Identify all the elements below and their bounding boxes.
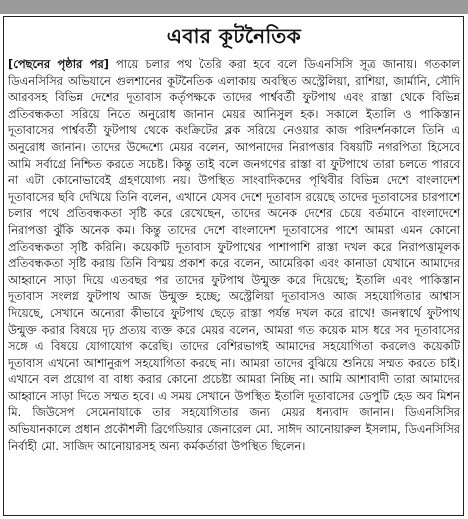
scan-top-bar xyxy=(0,0,468,14)
article-body-text: পায়ে চলার পথ তৈরি করা হবে বলে ডিএনসিসি সূত্র জানায়। গতকাল ডিএনসিসির অভিযানে গুলশানের কূটনৈতিক এলাকায় অবস্থিত অস্ট্রেলিয়া, রাশিয়া, জার্মানি, সৌদি আরবসহ বিভিন্ন দেশের দূতাবাস কর্তৃপক্ষকে তাদের পার্শ্ববর্তী ফুটপাথ এবং রাস্তা থেকে বিভিন্ন প্রতিবন্ধকতা সরিয়ে নিতে অনুরোধ জানান মেয়র আনিসুল হক। সকালে ইতালি ও পাকিস্তান দূতাবাসের পার্শ্ববর্তী ফুটপাথ থেকে কংক্রিটের ব্লক সরিয়ে নেওয়ার কাজ পরিদর্শনকালে তিনি এ অনুরোধ জানান। তাদের উদ্দেশ্যে মেয়র বলেন, আপনাদের নিরাপত্তার বিষয়টি নগরপিতা হিসেবে আমি সর্বাগ্রে নিশ্চিত করতে সচেষ্ট। কিন্তু তাই বলে জনগণের রাস্তা বা ফুটপাথে তারা চলতে পারবে না এটা কোনোভাবেই গ্রহণযোগ্য নয়। উপস্থিত সাংবাদিকদের পৃথিবীর বিভিন্ন দেশে বাংলাদেশ দূতাবাসের ছবি দেখিয়ে তিনি বলেন, এখানে যেসব দেশে দূতাবাস রয়েছে তাদের দূতাবাসের চারপাশে চলার পথে প্রতিবন্ধকতা সৃষ্টি করে রেখেছেন, তাদের অনেক দেশের চেয়ে বর্তমানে বাংলাদেশে নিরাপত্তা ঝুঁকি অনেক কম। কিন্তু তাদের দেশে বাংলাদেশ দূতাবাসের পাশে আমরা এমন কোনো প্রতিবন্ধকতা সৃষ্টি করিনি। কয়েকটি দূতাবাস ফুটপাথের পাশাপাশি রাস্তা দখল করে নিরাপত্তামূলক প্রতিবন্ধকতা সৃষ্টি করায় তিনি বিস্ময় প্রকাশ করে বলেন, আমেরিকা এবং কানাডা যেখানে আমাদের আহ্বানে সাড়া দিয়ে এতবছর পর তাদের ফুটপাথ উন্মুক্ত করে দিয়েছে; ইতালি এবং পাকিস্তান দূতাবাস সংলগ্ন ফুটপাথ আজ উন্মুক্ত হচ্ছে; অস্ট্রেলিয়া দূতাবাসও আজ সহযোগিতার আশ্বাস দিয়েছে, সেখানে অন্যেরা কীভাবে ফুটপাথ ছেড়ে রাস্তা পর্যন্ত দখল করে রাখে! জনস্বার্থে ফুটপাথ উন্মুক্ত করার বিষয়ে দৃঢ় প্রত্যয় ব্যক্ত করে মেয়র বলেন, আমরা গত কয়েক মাস ধরে সব দূতাবাসের সঙ্গে এ বিষয়ে যোগাযোগ করেছি। তাদের বেশিরভাগই আমাদের সহযোগিতা করলেও কয়েকটি দূতাবাস এখনো আশানুরূপ সহযোগিতা করছে না। আমরা তাদের বুঝিয়ে শুনিয়ে সম্মত করতে চাই। এখানে বল প্রয়োগ বা বাধ্য করার কোনো প্রচেষ্টা আমরা নিচ্ছি না। আমি আশাবাদী তারা আমাদের আহ্বানে সাড়া দিতে সম্মত হবে। এ সময় সেখানে উপস্থিত ইতালি দূতাবাসের ডেপুটি হেড অব মিশন মি. জিউসেপ সেমেনাযাকে তার সহযোগিতার জন্য মেয়র ধন্যবাদ জানান। ডিএনসিসির অভিযানকালে প্রধান প্রকৌশলী ব্রিগেডিয়ার জেনারেল মো. সাঈদ আনোয়ারুল ইসলাম, ডিএনসিসির নির্বাহী মো. সাজিদ আনোয়ারসহ অন্য কর্মকর্তারা উপস্থিত ছিলেন। xyxy=(8,57,460,453)
article-headline: এবার কূটনৈতিক xyxy=(166,24,302,48)
continued-marker: [পেছনের পৃষ্ঠার পর] xyxy=(8,57,109,71)
article-body xyxy=(8,56,460,454)
